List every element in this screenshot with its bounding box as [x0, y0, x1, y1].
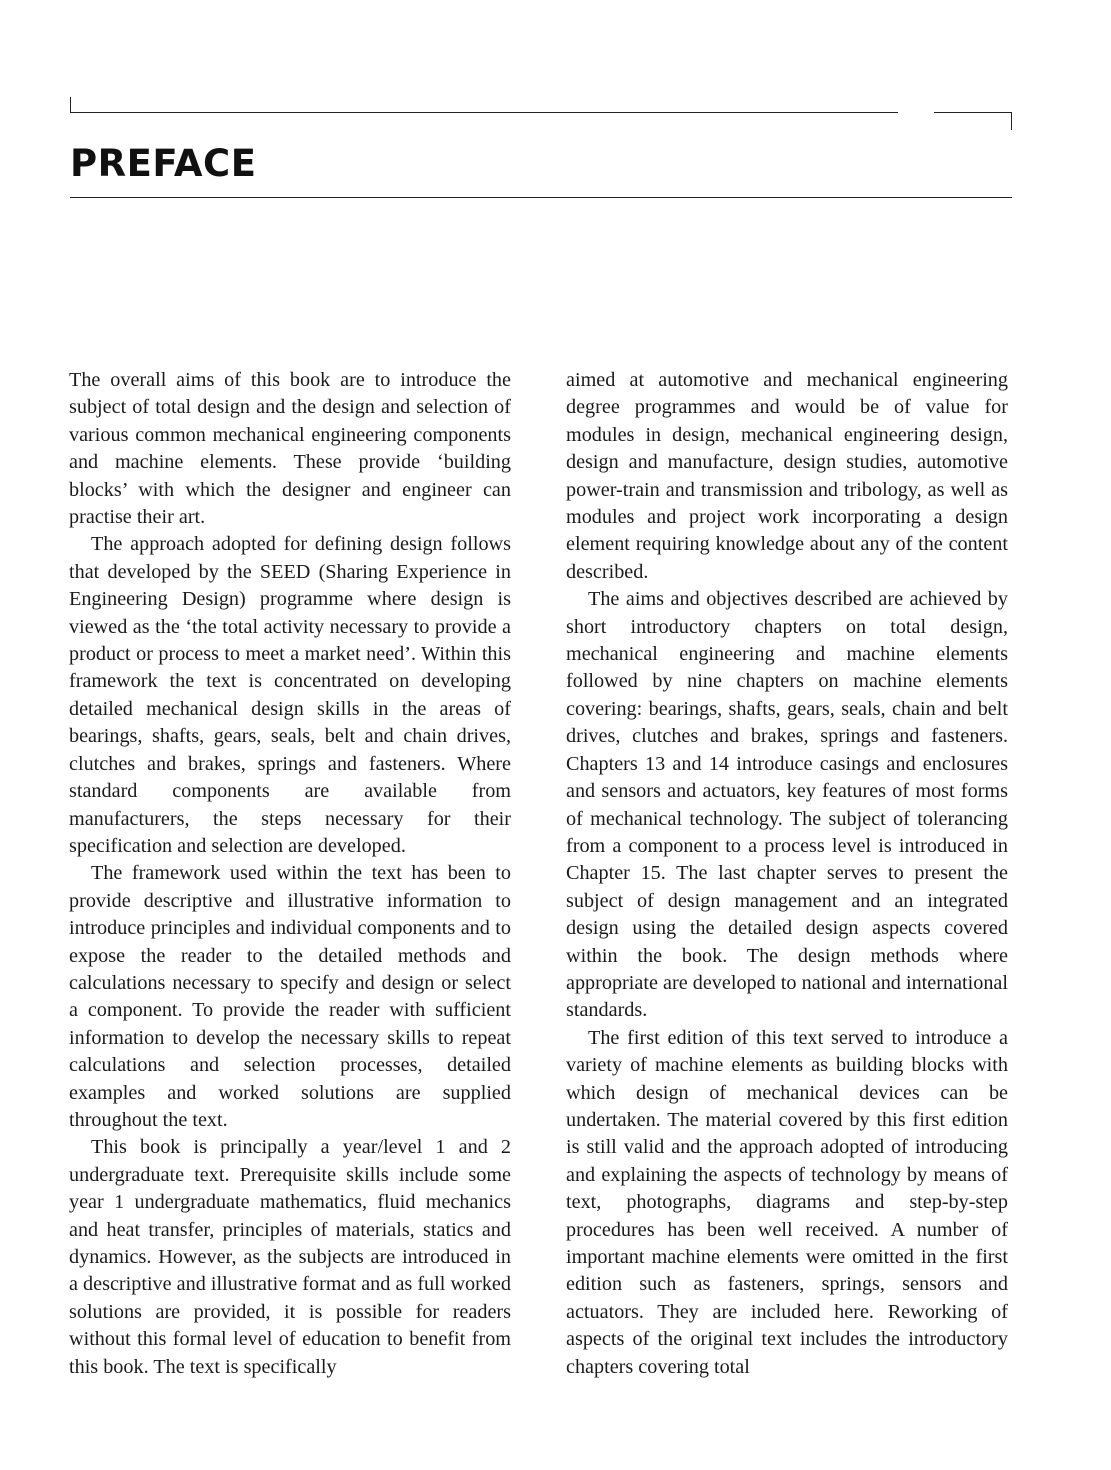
right-text-column [566, 367, 1008, 1381]
header-rule-left-tick [70, 97, 71, 113]
paragraph: The overall aims of this book are to introduce the subject of total design and the design and selection of various common mechanical engineering components and machine elements. These provide ‘building blocks’ with which the designer and engineer can practise their art. [69, 369, 511, 529]
paragraph: The aims and objectives described are achieved by short introductory chapters on total design, mechanical engineering and machine elements followed by nine chapters on machine elements covering: bearings, shafts, gears, seals, chain and belt drives, clutches and brakes, springs and fasteners. Chapters 13 and 14 introduce casings and enclosures and sensors and actuators, key features of most forms of mechanical technology. The subject of tolerancing from a component to a process level is introduced in Chapter 15. The last chapter serves to present the subject of design management and an integrated design using the detailed design aspects covered within the book. The design methods where appropriate are developed to national and international standards. [566, 588, 1008, 1022]
paragraph: The approach adopted for defining design follows that developed by the SEED (Sharing Experience in Engineering Design) programme where design is viewed as the ‘the total activity necessary to provide a product or process to meet a market need’. Within this framework the text is concentrated on developing detailed mechanical design skills in the areas of bearings, shafts, gears, seals, belt and chain drives, clutches and brakes, springs and fasteners. Where standard components are available from manufacturers, the steps necessary for their specification and selection are developed. [69, 533, 511, 857]
header-rule [70, 112, 898, 113]
paragraph: This book is principally a year/level 1 and 2 undergraduate text. Prerequisite skills include some year 1 undergraduate mathematics, fluid mechanics and heat transfer, principles of materials, statics and dynamics. However, as the subjects are introduced in a descriptive and illustrative format and as full worked solutions are provided, it is possible for readers without this formal level of education to benefit from this book. The text is specifically [69, 1136, 511, 1378]
header-rule-right-tick [1011, 112, 1012, 130]
left-text-column [69, 367, 511, 1381]
paragraph: The first edition of this text served to introduce a variety of machine elements as building blocks with which design of mechanical devices can be undertaken. The material covered by this first edition is still valid and the approach adopted of introducing and explaining the aspects of technology by means of text, photographs, diagrams and step-by-step procedures has been well received. A number of important machine elements were omitted in the first edition such as fasteners, springs, sensors and actuators. They are included here. Reworking of aspects of the original text includes the introductory chapters covering total [566, 1026, 1008, 1378]
paragraph: aimed at automotive and mechanical engineering degree programmes and would be of value for modules in design, mechanical engineering design, design and manufacture, design studies, automotive power-train and transmission and tribology, as well as modules and project work incorporating a design element requiring knowledge about any of the content described. [566, 369, 1008, 583]
page-title: PREFACE [70, 142, 257, 185]
title-underline-rule [70, 197, 1012, 198]
paragraph: The framework used within the text has been to provide descriptive and illustrative information to introduce principles and individual components and to expose the reader to the detailed methods and calculations necessary to specify and design or select a component. To provide the reader with sufficient information to develop the necessary skills to repeat calculations and selection processes, detailed examples and worked solutions are supplied throughout the text. [69, 862, 511, 1131]
header-rule-right-segment [934, 112, 1012, 113]
